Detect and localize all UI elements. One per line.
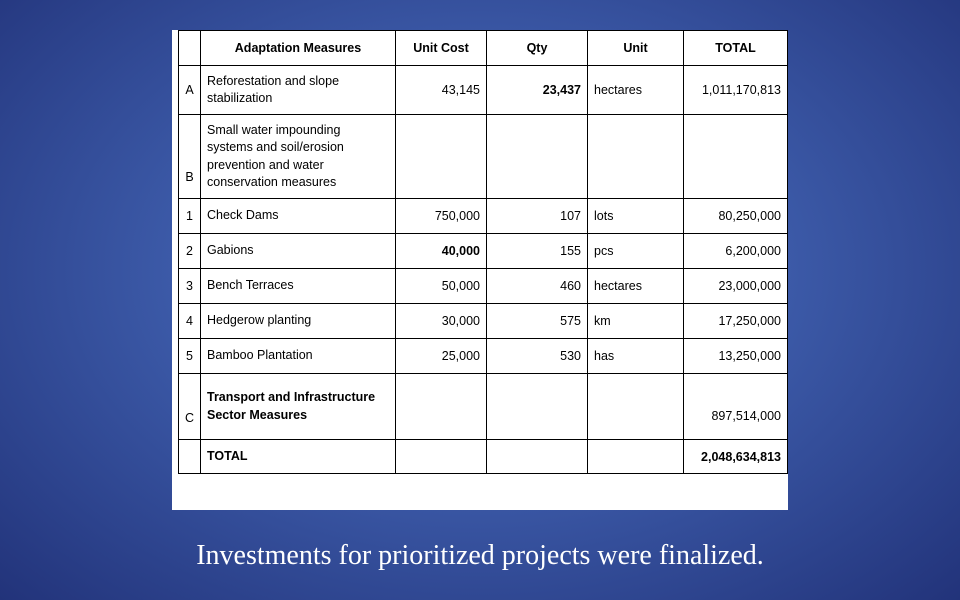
row-name: Check Dams — [201, 199, 396, 234]
row-total: 6,200,000 — [684, 234, 788, 269]
row-qty: 155 — [487, 234, 588, 269]
table-sheet — [172, 30, 788, 510]
row-unit: hectares — [588, 66, 684, 115]
header-qty: Qty — [487, 31, 588, 66]
row-unit-cost: 750,000 — [396, 199, 487, 234]
row-unit-cost — [396, 115, 487, 199]
row-name: Hedgerow planting — [201, 304, 396, 339]
row-unit-cost: 25,000 — [396, 339, 487, 374]
row-name: Bench Terraces — [201, 269, 396, 304]
row-index: 2 — [179, 234, 201, 269]
investment-table — [178, 30, 788, 474]
table-row-total — [179, 440, 788, 474]
row-name: Gabions — [201, 234, 396, 269]
header-total: TOTAL — [684, 31, 788, 66]
row-total: 17,250,000 — [684, 304, 788, 339]
row-qty: 530 — [487, 339, 588, 374]
header-unit: Unit — [588, 31, 684, 66]
header-measures: Adaptation Measures — [201, 31, 396, 66]
header-unit-cost: Unit Cost — [396, 31, 487, 66]
table-row — [179, 234, 788, 269]
row-index: 5 — [179, 339, 201, 374]
row-index — [179, 440, 201, 474]
row-unit: lots — [588, 199, 684, 234]
row-index: B — [179, 115, 201, 199]
row-unit: has — [588, 339, 684, 374]
row-index: 1 — [179, 199, 201, 234]
row-qty: 107 — [487, 199, 588, 234]
row-unit-cost: 30,000 — [396, 304, 487, 339]
row-unit-cost: 40,000 — [396, 234, 487, 269]
row-total: 80,250,000 — [684, 199, 788, 234]
row-qty — [487, 440, 588, 474]
row-qty — [487, 374, 588, 440]
header-index — [179, 31, 201, 66]
row-unit-cost: 50,000 — [396, 269, 487, 304]
row-unit: hectares — [588, 269, 684, 304]
slide-caption: Investments for prioritized projects were finalized. — [196, 540, 764, 571]
row-unit-cost: 43,145 — [396, 66, 487, 115]
row-index: C — [179, 374, 201, 440]
row-unit: pcs — [588, 234, 684, 269]
row-qty: 575 — [487, 304, 588, 339]
row-index: 4 — [179, 304, 201, 339]
row-unit: km — [588, 304, 684, 339]
row-total: 13,250,000 — [684, 339, 788, 374]
row-total: 2,048,634,813 — [684, 440, 788, 474]
row-index: A — [179, 66, 201, 115]
row-total — [684, 115, 788, 199]
table-row — [179, 339, 788, 374]
row-unit — [588, 374, 684, 440]
row-name: Bamboo Plantation — [201, 339, 396, 374]
row-name: Transport and Infrastructure Sector Measures — [201, 374, 396, 440]
row-total: 1,011,170,813 — [684, 66, 788, 115]
row-total: 23,000,000 — [684, 269, 788, 304]
row-name: Small water impounding systems and soil/erosion prevention and water conservation measures — [201, 115, 396, 199]
table-row — [179, 374, 788, 440]
row-unit-cost — [396, 374, 487, 440]
row-index: 3 — [179, 269, 201, 304]
row-total: 897,514,000 — [684, 374, 788, 440]
header-row — [179, 31, 788, 66]
table-row — [179, 66, 788, 115]
table-row — [179, 269, 788, 304]
row-unit — [588, 115, 684, 199]
row-qty: 23,437 — [487, 66, 588, 115]
row-qty — [487, 115, 588, 199]
table-row — [179, 115, 788, 199]
row-unit-cost — [396, 440, 487, 474]
row-name: TOTAL — [201, 440, 396, 474]
row-unit — [588, 440, 684, 474]
row-name: Reforestation and slope stabilization — [201, 66, 396, 115]
table-row — [179, 304, 788, 339]
row-qty: 460 — [487, 269, 588, 304]
table-row — [179, 199, 788, 234]
